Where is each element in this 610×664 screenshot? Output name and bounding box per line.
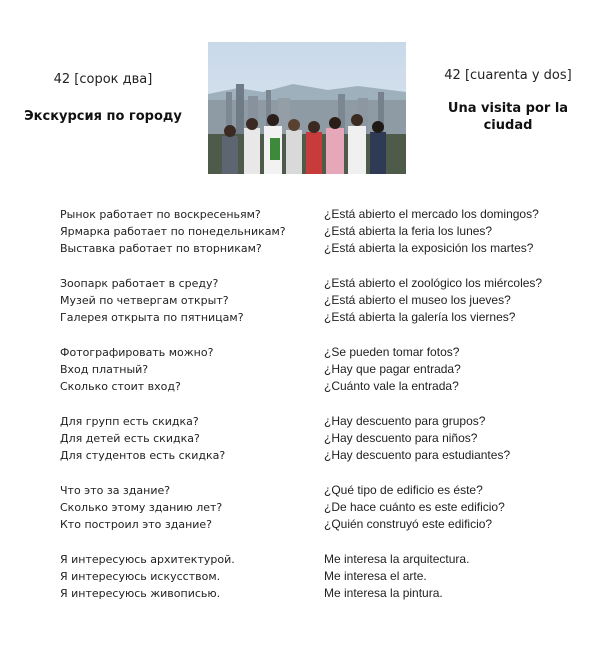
phrase-ru: Я интересуюсь архитектурой. bbox=[60, 553, 235, 566]
phrase-ru: Выставка работает по вторникам? bbox=[60, 242, 262, 255]
russian-phrases bbox=[60, 206, 310, 620]
phrase-group bbox=[324, 413, 594, 464]
phrase-ru: Сколько стоит вход? bbox=[60, 380, 181, 393]
photo-illustration bbox=[208, 42, 406, 174]
phrase-es: ¿Está abierta la exposición los martes? bbox=[324, 241, 534, 255]
phrase-ru: Галерея открыта по пятницам? bbox=[60, 311, 244, 324]
phrase-group bbox=[324, 206, 594, 257]
phrase-group bbox=[324, 551, 594, 602]
phrase-ru: Фотографировать можно? bbox=[60, 346, 214, 359]
phrase-es: ¿Hay descuento para estudiantes? bbox=[324, 448, 511, 462]
spanish-header bbox=[424, 68, 592, 134]
phrase-group bbox=[60, 413, 310, 464]
phrase-es: ¿Hay que pagar entrada? bbox=[324, 362, 461, 376]
phrase-es: ¿Hay descuento para grupos? bbox=[324, 414, 486, 428]
phrase-group bbox=[60, 344, 310, 395]
phrase-group bbox=[324, 344, 594, 395]
phrase-es: ¿De hace cuánto es este edificio? bbox=[324, 500, 505, 514]
phrase-ru: Ярмарка работает по понедельникам? bbox=[60, 225, 286, 238]
phrase-group bbox=[60, 551, 310, 602]
phrase-ru: Зоопарк работает в среду? bbox=[60, 277, 219, 290]
lesson-title-ru: Экскурсия по городу bbox=[24, 109, 182, 124]
phrase-es: ¿Quién construyó este edificio? bbox=[324, 517, 493, 531]
phrase-es: ¿Qué tipo de edificio es éste? bbox=[324, 483, 483, 497]
phrase-ru: Я интересуюсь искусством. bbox=[60, 570, 221, 583]
phrase-es: ¿Está abierto el zoológico los miércoles? bbox=[324, 276, 543, 290]
phrase-ru: Я интересуюсь живописью. bbox=[60, 587, 221, 600]
phrase-es: ¿Está abierta la feria los lunes? bbox=[324, 224, 493, 238]
phrase-ru: Кто построил это здание? bbox=[60, 518, 213, 531]
phrase-ru: Сколько этому зданию лет? bbox=[60, 501, 223, 514]
phrase-ru: Для детей есть скидка? bbox=[60, 432, 200, 445]
phrase-ru: Вход платный? bbox=[60, 363, 149, 376]
lesson-number-es: 42 [cuarenta y dos] bbox=[444, 68, 572, 83]
phrase-es: ¿Hay descuento para niños? bbox=[324, 431, 478, 445]
lesson-number-ru: 42 [сорок два] bbox=[53, 72, 153, 87]
phrase-es: ¿Está abierta la galería los viernes? bbox=[324, 310, 516, 324]
phrase-ru: Музей по четвергам открыт? bbox=[60, 294, 229, 307]
phrase-es: ¿Se pueden tomar fotos? bbox=[324, 345, 460, 359]
phrase-group bbox=[60, 206, 310, 257]
phrase-es: ¿Está abierto el museo los jueves? bbox=[324, 293, 511, 307]
phrase-group bbox=[324, 275, 594, 326]
spanish-phrases bbox=[324, 206, 594, 620]
phrase-es: ¿Está abierto el mercado los domingos? bbox=[324, 207, 539, 221]
phrase-ru: Что это за здание? bbox=[60, 484, 171, 497]
phrase-es: ¿Cuánto vale la entrada? bbox=[324, 379, 459, 393]
phrase-group bbox=[60, 275, 310, 326]
phrase-es: Me interesa la pintura. bbox=[324, 586, 443, 600]
russian-header bbox=[18, 72, 188, 125]
phrase-ru: Для групп есть скидка? bbox=[60, 415, 199, 428]
phrase-ru: Для студентов есть скидка? bbox=[60, 449, 226, 462]
phrase-es: Me interesa el arte. bbox=[324, 569, 427, 583]
phrase-ru: Рынок работает по воскресеньям? bbox=[60, 208, 261, 221]
lesson-title-es: Una visita por la ciudad bbox=[447, 101, 569, 133]
city-tourists-photo bbox=[208, 42, 406, 174]
phrase-group bbox=[324, 482, 594, 533]
phrase-es: Me interesa la arquitectura. bbox=[324, 552, 470, 566]
phrase-group bbox=[60, 482, 310, 533]
